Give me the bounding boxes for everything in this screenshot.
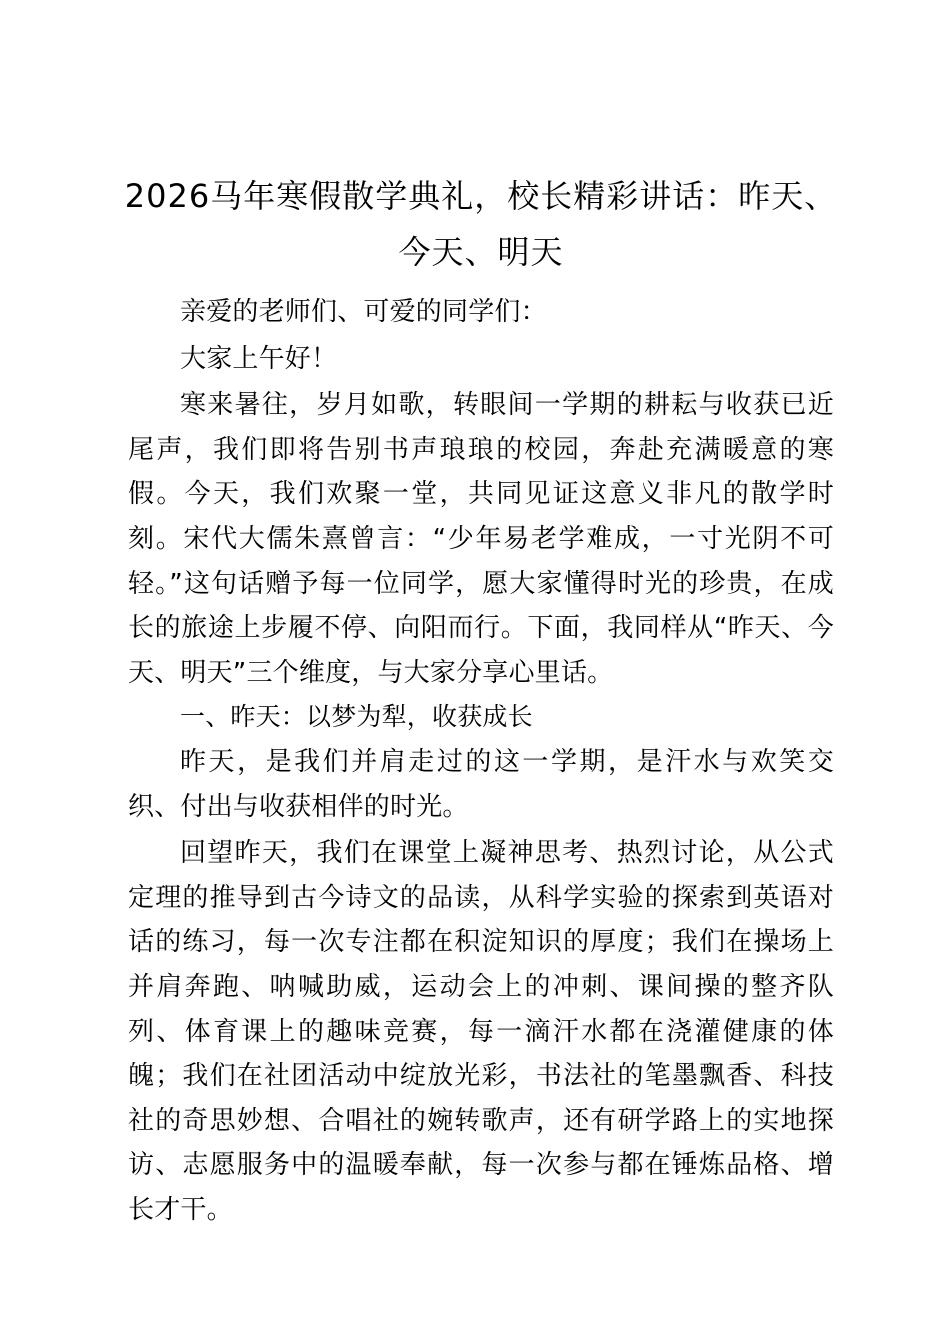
intro-paragraph: 寒来暑往，岁月如歌，转眼间一学期的耕耘与收获已近尾声，我们即将告别书声琅琅的校园，奔赴充满暖意的寒假。今天，我们欢聚一堂，共同见证这意义非凡的散学时刻。宋代大儒朱熹曾言：“少年易老学难成，一寸光阴不可轻。”这句话赠予每一位同学，愿大家懂得时光的珍贵，在成长的旅途上步履不停、向阳而行。下面，我同样从“昨天、今天、明天”三个维度，与大家分享心里话。: [128, 390, 834, 688]
document-page: [124, 168, 838, 1232]
greeting-paragraph: 亲爱的老师们、可爱的同学们：: [180, 297, 547, 327]
document-title: 2026马年寒假散学典礼，校长精彩讲话：昨天、今天、明天: [124, 177, 838, 271]
hello-paragraph: 大家上午好！: [180, 343, 338, 374]
section-heading-yesterday: 一、昨天：以梦为犁，收获成长: [180, 702, 533, 732]
yesterday-summary-paragraph: 昨天，是我们并肩走过的这一学期，是汗水与欢笑交织、付出与收获相伴的时光。: [128, 746, 834, 822]
review-paragraph: 回望昨天，我们在课堂上凝神思考、热烈讨论，从公式定理的推导到古今诗文的品读，从科学实验的探索到英语对话的练习，每一次专注都在积淀知识的厚度；我们在操场上并肩奔跑、呐喊助威，运动会上的冲刺、课间操的整齐队列、体育课上的趣味竞赛，每一滴汗水都在浇灌健康的体魄；我们在社团活动中绽放光彩，书法社的笔墨飘香、科技社的奇思妙想、合唱社的婉转歌声，还有研学路上的实地探访、志愿服务中的温暖奉献，每一次参与都在锤炼品格、增长才干。: [128, 838, 834, 1225]
